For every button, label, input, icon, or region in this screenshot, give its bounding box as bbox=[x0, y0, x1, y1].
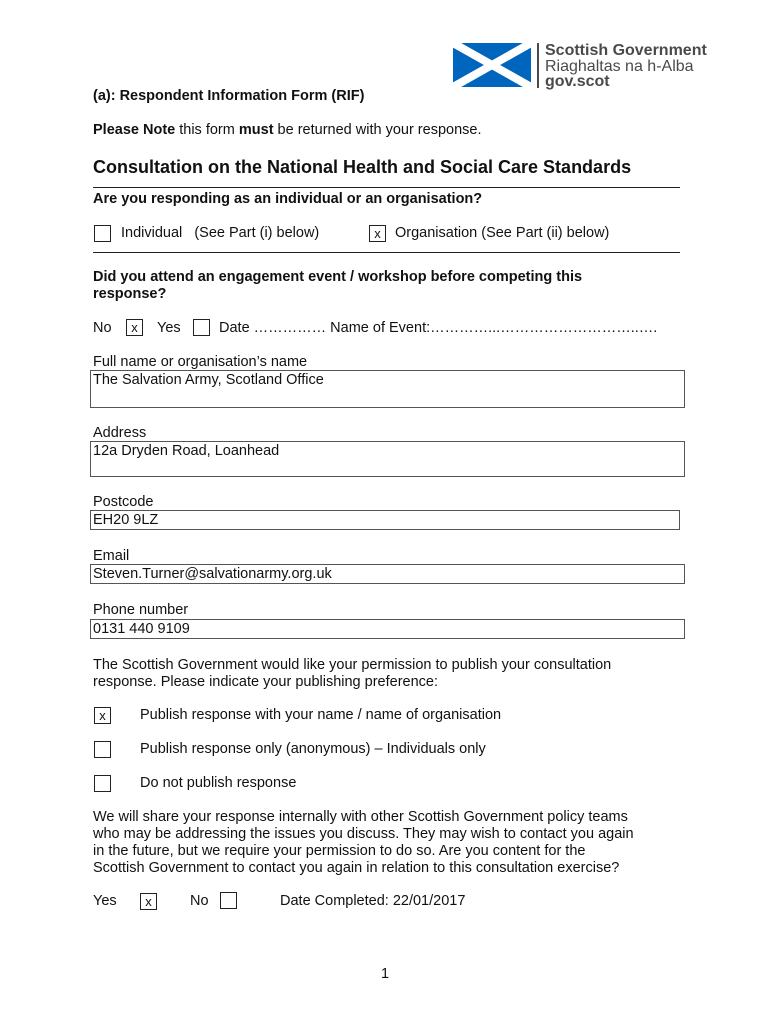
share-text-line-2: who may be addressing the issues you discuss. They may wish to contact you again bbox=[93, 826, 634, 842]
share-text-line-3: in the future, but we require your permission to do so. Are you content for the bbox=[93, 843, 586, 859]
note-bold: Please Note bbox=[93, 122, 176, 138]
address-field[interactable]: 12a Dryden Road, Loanhead bbox=[90, 441, 685, 477]
note-part2: be returned with your response. bbox=[273, 122, 482, 138]
do-not-publish-checkbox[interactable] bbox=[94, 775, 111, 792]
contact-yes-label: Yes bbox=[93, 893, 117, 909]
logo-line-1: Scottish Government bbox=[545, 42, 707, 59]
contact-no-label: No bbox=[190, 893, 209, 909]
address-label: Address bbox=[93, 425, 147, 441]
postcode-field[interactable]: EH20 9LZ bbox=[90, 510, 680, 530]
share-text-line-1: We will share your response internally with other Scottish Government policy teams bbox=[93, 809, 628, 825]
name-field[interactable]: The Salvation Army, Scotland Office bbox=[90, 370, 685, 408]
event-no-checkbox[interactable]: x bbox=[126, 319, 143, 336]
publish-anonymous-label: Publish response only (anonymous) – Individuals only bbox=[140, 741, 486, 757]
note-part1: this form bbox=[175, 122, 239, 138]
publish-intro-line-1: The Scottish Government would like your permission to publish your consultation bbox=[93, 657, 612, 673]
page-title: Consultation on the National Health and Social Care Standards bbox=[93, 157, 632, 177]
saltire-flag-icon bbox=[453, 43, 531, 87]
logo-line-3: gov.scot bbox=[545, 73, 610, 90]
publish-with-name-label: Publish response with your name / name of organisation bbox=[140, 707, 502, 723]
section-rule bbox=[93, 252, 680, 253]
phone-field[interactable]: 0131 440 9109 bbox=[90, 619, 685, 639]
event-date-and-name: Date …………… Name of Event:…………...………………………..…. bbox=[219, 320, 658, 336]
logo-line-2: Riaghaltas na h-Alba bbox=[545, 58, 694, 75]
email-field[interactable]: Steven.Turner@salvationarmy.org.uk bbox=[90, 564, 685, 584]
contact-no-checkbox[interactable] bbox=[220, 892, 237, 909]
individual-label: Individual (See Part (i) below) bbox=[121, 225, 320, 241]
event-question-line-1: Did you attend an engagement event / workshop before competing this bbox=[93, 269, 583, 285]
page-number: 1 bbox=[381, 966, 390, 982]
note-must: must bbox=[238, 122, 274, 138]
email-label: Email bbox=[93, 548, 130, 564]
share-text-line-4: Scottish Government to contact you again in relation to this consultation exercise? bbox=[93, 860, 620, 876]
date-completed: Date Completed: 22/01/2017 bbox=[280, 893, 466, 909]
organisation-checkbox[interactable]: x bbox=[369, 225, 386, 242]
phone-label: Phone number bbox=[93, 602, 189, 618]
please-note bbox=[93, 122, 481, 138]
event-no-label: No bbox=[93, 320, 112, 336]
do-not-publish-label: Do not publish response bbox=[140, 775, 297, 791]
name-label: Full name or organisation’s name bbox=[93, 354, 308, 370]
publish-anonymous-checkbox[interactable] bbox=[94, 741, 111, 758]
individual-checkbox[interactable] bbox=[94, 225, 111, 242]
title-rule bbox=[93, 187, 680, 188]
postcode-label: Postcode bbox=[93, 494, 154, 510]
form-label: (a): Respondent Information Form (RIF) bbox=[93, 88, 365, 104]
organisation-label: Organisation (See Part (ii) below) bbox=[395, 225, 610, 241]
event-yes-label: Yes bbox=[157, 320, 181, 336]
logo-divider bbox=[537, 43, 539, 88]
contact-yes-checkbox[interactable]: x bbox=[140, 893, 157, 910]
publish-with-name-checkbox[interactable]: x bbox=[94, 707, 111, 724]
event-question-line-2: response? bbox=[93, 286, 167, 302]
event-yes-checkbox[interactable] bbox=[193, 319, 210, 336]
publish-intro-line-2: response. Please indicate your publishing preference: bbox=[93, 674, 438, 690]
respondent-question: Are you responding as an individual or an organisation? bbox=[93, 191, 483, 207]
